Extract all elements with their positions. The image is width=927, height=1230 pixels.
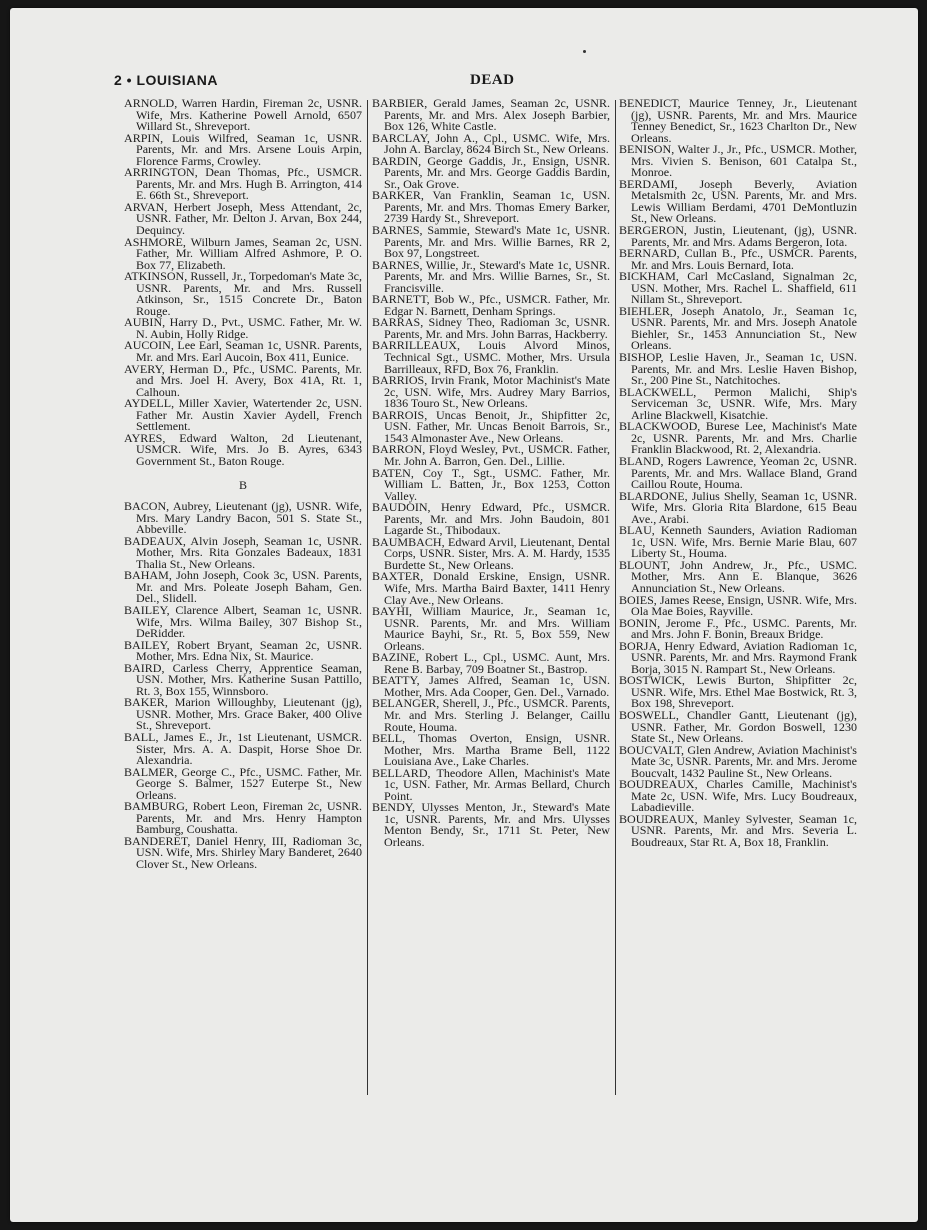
- casualty-entry: BAZINE, Robert L., Cpl., USMC. Aunt, Mrs. Rene B. Barbay, 709 Boatner St., Bastrop.: [372, 650, 610, 676]
- casualty-entry: BAIRD, Carless Cherry, Apprentice Seaman, USN. Mother, Mrs. Katherine Susan Pattillo, Rt. 3, Box 155, Winnsboro.: [124, 660, 362, 698]
- casualty-entry: BELANGER, Sherell, J., Pfc., USMCR. Parents, Mr. and Mrs. Sterling J. Belanger, Caillu Route, Houma.: [372, 696, 610, 734]
- casualty-entry: BOUCVALT, Glen Andrew, Aviation Machinist's Mate 3c, USNR. Parents, Mr. and Mrs. Jerome Boucvalt, 1432 Pauline St., New Orleans.: [619, 742, 857, 780]
- casualty-entry: BATEN, Coy T., Sgt., USMC. Father, Mr. William L. Batten, Jr., Box 1253, Cotton Valley.: [372, 465, 610, 503]
- casualty-entry: BADEAUX, Alvin Joseph, Seaman 1c, USNR. Mother, Mrs. Rita Gonzales Badeaux, 1831 Thalia St., New Orleans.: [124, 533, 362, 571]
- casualty-entry: BAUMBACH, Edward Arvil, Lieutenant, Dental Corps, USNR. Sister, Mrs. A. M. Hardy, 1535 Burdette St., New Orleans.: [372, 534, 610, 572]
- casualty-entry: BOUDREAUX, Charles Camille, Machinist's Mate 2c, USN. Wife, Mrs. Lucy Boudreaux, Labadieville.: [619, 777, 857, 815]
- casualty-entry: AUCOIN, Lee Earl, Seaman 1c, USNR. Parents, Mr. and Mrs. Earl Aucoin, Box 411, Eunice.: [124, 338, 362, 365]
- casualty-entry: BAYHI, William Maurice, Jr., Seaman 1c, USNR. Parents, Mr. and Mrs. William Maurice Bayhi, Sr., Rt. 5, Box 559, New Orleans.: [372, 604, 610, 653]
- casualty-entry: BERDAMI, Joseph Beverly, Aviation Metalsmith 2c, USN. Parents, Mr. and Mrs. Lewis William Berdami, 4701 DeMontluzin St., New Orleans.: [619, 176, 857, 226]
- casualty-entry: BARDIN, George Gaddis, Jr., Ensign, USNR. Parents, Mr. and Mrs. George Gaddis Bardin, Sr., Oak Grove.: [372, 153, 610, 191]
- casualty-entry: AVERY, Herman D., Pfc., USMC. Parents, Mr. and Mrs. Joel H. Avery, Box 41A, Rt. 1, Calhoun.: [124, 361, 362, 399]
- casualty-entry: BALMER, George C., Pfc., USMC. Father, Mr. George S. Balmer, 1527 Euterpe St., New Orleans.: [124, 764, 362, 802]
- casualty-entry: ARNOLD, Warren Hardin, Fireman 2c, USNR. Wife, Mrs. Katherine Powell Arnold, 6507 Willard St., Shreveport.: [124, 96, 362, 134]
- casualty-entry: BERGERON, Justin, Lieutenant, (jg), USNR. Parents, Mr. and Mrs. Adams Bergeron, Iota.: [619, 223, 857, 249]
- casualty-entry: AUBIN, Harry D., Pvt., USMC. Father, Mr. W. N. Aubin, Holly Ridge.: [124, 315, 362, 341]
- page-number-state: 2 • LOUISIANA: [114, 72, 218, 88]
- casualty-entry: BIEHLER, Joseph Anatolo, Jr., Seaman 1c, USNR. Parents, Mr. and Mrs. Joseph Anatole Biehler, Sr., 1453 Annunciation St., New Orleans.: [619, 303, 857, 353]
- casualty-entry: BARNES, Sammie, Steward's Mate 1c, USNR. Parents, Mr. and Mrs. Willie Barnes, RR 2, Box 97, Longstreet.: [372, 223, 610, 261]
- casualty-entry: BOSTWICK, Lewis Burton, Shipfitter 2c, USNR. Wife, Mrs. Ethel Mae Bostwick, Rt. 3, Box 198, Shreveport.: [619, 673, 857, 711]
- casualty-entry: BELL, Thomas Overton, Ensign, USNR. Mother, Mrs. Martha Brame Bell, 1122 Louisiana Ave., Lake Charles.: [372, 731, 610, 769]
- casualty-entry: BAILEY, Clarence Albert, Seaman 1c, USNR. Wife, Mrs. Wilma Bailey, 307 Bishop St., DeRidder.: [124, 602, 362, 641]
- casualty-entry: BARBIER, Gerald James, Seaman 2c, USNR. Parents, Mr. and Mrs. Alex Joseph Barbier, Box 126, White Castle.: [372, 96, 610, 134]
- casualty-entry: BARRAS, Sidney Theo, Radioman 3c, USNR. Parents, Mr. and Mrs. John Barras, Hackberry.: [372, 315, 610, 341]
- casualty-entry: BENEDICT, Maurice Tenney, Jr., Lieutenant (jg), USNR. Parents, Mr. and Mrs. Maurice Tenney Benedict, Sr., 1623 Charlton Dr., New Orleans.: [619, 96, 857, 145]
- column-1: [124, 98, 362, 871]
- column-divider: [615, 100, 616, 1095]
- casualty-entry: BARRON, Floyd Wesley, Pvt., USMCR. Father, Mr. John A. Barron, Gen. Del., Lillie.: [372, 442, 610, 468]
- casualty-entry: BARROIS, Uncas Benoit, Jr., Shipfitter 2c, USN. Father, Mr. Uncas Benoit Barrois, Sr., 1543 Almonaster Ave., New Orleans.: [372, 407, 610, 445]
- casualty-entry: BLOUNT, John Andrew, Jr., Pfc., USMC. Mother, Mrs. Ann E. Blanque, 3626 Annunciation St., New Orleans.: [619, 557, 857, 595]
- column-2: [372, 98, 610, 849]
- casualty-entry: BEATTY, James Alfred, Seaman 1c, USN. Mother, Mrs. Ada Cooper, Gen. Del., Varnado.: [372, 673, 610, 699]
- casualty-entry: BONIN, Jerome F., Pfc., USMC. Parents, Mr. and Mrs. John F. Bonin, Breaux Bridge.: [619, 615, 857, 642]
- casualty-entry: BAKER, Marion Willoughby, Lieutenant (jg), USNR. Mother, Mrs. Grace Baker, 400 Olive St., Shreveport.: [124, 695, 362, 733]
- entries-a: [124, 98, 362, 468]
- casualty-entry: BACON, Aubrey, Lieutenant (jg), USNR. Wife, Mrs. Mary Landry Bacon, 501 S. State St., Abbeville.: [124, 499, 362, 537]
- casualty-entry: BANDERET, Daniel Henry, III, Radioman 3c, USN. Wife, Mrs. Shirley Mary Banderet, 2640 Clover St., New Orleans.: [124, 833, 362, 871]
- casualty-entry: ARPIN, Louis Wilfred, Seaman 1c, USNR. Parents, Mr. and Mrs. Arsene Louis Arpin, Florence Farms, Crowley.: [124, 130, 362, 168]
- casualty-entry: BLAND, Rogers Lawrence, Yeoman 2c, USNR. Parents, Mr. and Mrs. Wallace Bland, Grand Caillou Route, Houma.: [619, 453, 857, 492]
- casualty-entry: BLACKWOOD, Burese Lee, Machinist's Mate 2c, USNR. Parents, Mr. and Mrs. Charlie Franklin Blackwood, Rt. 2, Alexandria.: [619, 419, 857, 457]
- casualty-entry: BARRIOS, Irvin Frank, Motor Machinist's Mate 2c, USN. Wife, Mrs. Audrey Mary Barrios, 1836 Touro St., New Orleans.: [372, 373, 610, 411]
- entries-b: [124, 501, 362, 871]
- column-divider: [367, 100, 368, 1095]
- casualty-entry: BENDY, Ulysses Menton, Jr., Steward's Mate 1c, USNR. Parents, Mr. and Mrs. Ulysses Menton Bendy, Sr., 1711 St. Peter, New Orleans.: [372, 800, 610, 849]
- casualty-entry: BAMBURG, Robert Leon, Fireman 2c, USNR. Parents, Mr. and Mrs. Henry Hampton Bamburg, Coushatta.: [124, 799, 362, 837]
- casualty-entry: BARCLAY, John A., Cpl., USMC. Wife, Mrs. John A. Barclay, 8624 Birch St., New Orleans.: [372, 130, 610, 157]
- casualty-entry: AYRES, Edward Walton, 2d Lieutenant, USMCR. Wife, Mrs. Jo B. Ayres, 6343 Government St., Baton Rouge.: [124, 430, 362, 468]
- casualty-entry: ASHMORE, Wilburn James, Seaman 2c, USN. Father, Mr. William Alfred Ashmore, P. O. Box 77, Elizabeth.: [124, 234, 362, 272]
- casualty-entry: AYDELL, Miller Xavier, Watertender 2c, USN. Father Mr. Austin Xavier Aydell, French Settlement.: [124, 396, 362, 434]
- casualty-entry: BAXTER, Donald Erskine, Ensign, USNR. Wife, Mrs. Martha Baird Baxter, 1411 Henry Clay Ave., New Orleans.: [372, 569, 610, 607]
- casualty-entry: BELLARD, Theodore Allen, Machinist's Mate 1c, USN. Father, Mr. Armas Bellard, Church Point.: [372, 765, 610, 803]
- casualty-entry: BALL, James E., Jr., 1st Lieutenant, USMCR. Sister, Mrs. A. A. Daspit, Horse Shoe Dr. Alexandria.: [124, 729, 362, 768]
- casualty-entry: BARKER, Van Franklin, Seaman 1c, USN. Parents, Mr. and Mrs. Thomas Emery Barker, 2739 Hardy St., Shreveport.: [372, 188, 610, 226]
- casualty-entry: BOSWELL, Chandler Gantt, Lieutenant (jg), USNR. Father, Mr. Gordon Boswell, 1230 State St., New Orleans.: [619, 707, 857, 746]
- document-page: [10, 8, 918, 1222]
- casualty-entry: BAHAM, John Joseph, Cook 3c, USN. Parents, Mr. and Mrs. Poleate Joseph Baham, Gen. Del., Slidell.: [124, 568, 362, 606]
- casualty-entry: ARVAN, Herbert Joseph, Mess Attendant, 2c, USNR. Father, Mr. Delton J. Arvan, Box 244, Dequincy.: [124, 199, 362, 238]
- casualty-entry: BOUDREAUX, Manley Sylvester, Seaman 1c, USNR. Parents, Mr. and Mrs. Severia L. Boudreaux, Star Rt. A, Box 18, Franklin.: [619, 811, 857, 849]
- casualty-entry: BENISON, Walter J., Jr., Pfc., USMCR. Mother, Mrs. Vivien S. Benison, 601 Catalpa St., Monroe.: [619, 142, 857, 180]
- casualty-entry: BISHOP, Leslie Haven, Jr., Seaman 1c, USN. Parents, Mr. and Mrs. Leslie Haven Bishop, Sr., 200 Pine St., Natchitoches.: [619, 350, 857, 388]
- casualty-entry: BAILEY, Robert Bryant, Seaman 2c, USNR. Mother, Mrs. Edna Nix, St. Maurice.: [124, 637, 362, 664]
- casualty-entry: BORJA, Henry Edward, Aviation Radioman 1c, USNR. Parents, Mr. and Mrs. Raymond Frank Borja, 3015 N. Rampart St., New Orleans.: [619, 638, 857, 676]
- casualty-entry: BARRILLEAUX, Louis Alvord Minos, Technical Sgt., USMC. Mother, Mrs. Ursula Barrilleaux, RFD, Box 76, Franklin.: [372, 338, 610, 376]
- casualty-entry: BOIES, James Reese, Ensign, USNR. Wife, Mrs. Ola Mae Boies, Rayville.: [619, 592, 857, 619]
- casualty-entry: ARRINGTON, Dean Thomas, Pfc., USMCR. Parents, Mr. and Mrs. Hugh B. Arrington, 414 E. 66th St., Shreveport.: [124, 165, 362, 203]
- section-letter-b: B: [238, 477, 247, 492]
- casualty-entry: BICKHAM, Carl McCasland, Signalman 2c, USN. Mother, Mrs. Rachel L. Shaffield, 611 Nillam St., Shreveport.: [619, 269, 857, 307]
- casualty-entry: BARNES, Willie, Jr., Steward's Mate 1c, USNR. Parents, Mr. and Mrs. Willie Barnes, Sr., St. Francisville.: [372, 257, 610, 295]
- casualty-entry: BARNETT, Bob W., Pfc., USMCR. Father, Mr. Edgar N. Barnett, Denham Springs.: [372, 292, 610, 318]
- page-title: DEAD: [470, 72, 515, 88]
- casualty-entry: BLAU, Kenneth Saunders, Aviation Radioman 1c, USN. Wife, Mrs. Bernie Marie Blau, 607 Liberty St., Houma.: [619, 523, 857, 561]
- casualty-entry: ATKINSON, Russell, Jr., Torpedoman's Mate 3c, USNR. Parents, Mr. and Mrs. Russell Atkinson, Sr., 1515 Concrete Dr., Baton Rouge.: [124, 269, 362, 318]
- casualty-entry: BERNARD, Cullan B., Pfc., USMCR. Parents, Mr. and Mrs. Louis Bernard, Iota.: [619, 246, 857, 272]
- paper-speck: [583, 50, 586, 53]
- casualty-entry: BLACKWELL, Permon Malichi, Ship's Serviceman 3c, USNR. Wife, Mrs. Mary Arline Blackwell, Kisatchie.: [619, 384, 857, 422]
- casualty-entry: BAUDOIN, Henry Edward, Pfc., USMCR. Parents, Mr. and Mrs. John Baudoin, 801 Lagarde St., Thibodaux.: [372, 500, 610, 538]
- column-3: [619, 98, 857, 849]
- casualty-entry: BLARDONE, Julius Shelly, Seaman 1c, USNR. Wife, Mrs. Gloria Rita Blardone, 615 Beau Ave., Arabi.: [619, 488, 857, 526]
